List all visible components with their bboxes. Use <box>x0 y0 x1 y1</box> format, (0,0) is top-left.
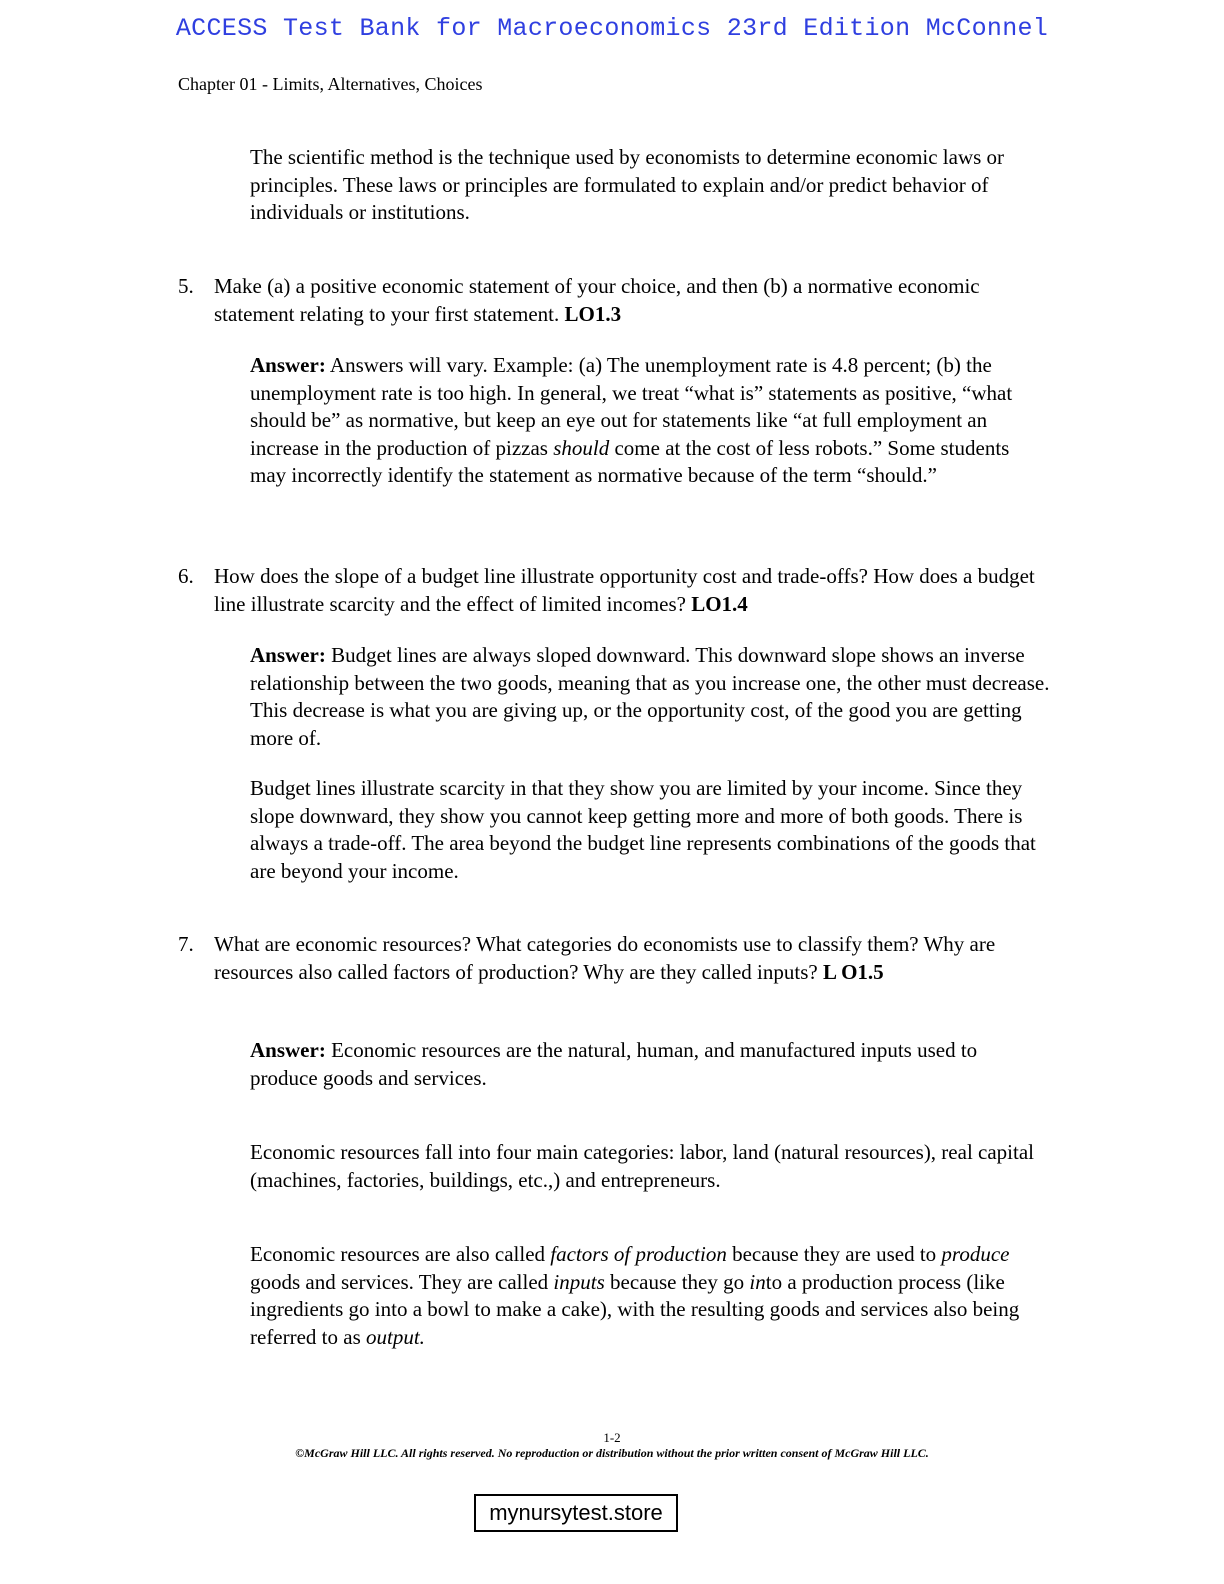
page-number: 1-2 <box>603 1430 621 1445</box>
question-text: How does the slope of a budget line illustrate opportunity cost and trade-offs? How does a budget line illustrate scarcity and the effect of limited incomes? LO1.4 <box>214 564 1035 616</box>
access-banner: ACCESS Test Bank for Macroeconomics 23rd Edition McConnel <box>175 14 1049 43</box>
question-number: 5. <box>178 274 194 298</box>
question-text: Make (a) a positive economic statement of your choice, and then (b) a normative economic statement relating to your first statement. LO1.3 <box>214 274 980 326</box>
learning-objective: LO1.3 <box>564 301 622 326</box>
emphasis-should: should <box>553 435 610 460</box>
intro-paragraph: The scientific method is the technique used by economists to determine economic laws or principles. These laws or principles are formulated to explain and/or predict behavior of individuals or institutions. <box>250 145 1005 224</box>
learning-objective: L O1.5 <box>822 959 884 984</box>
watermark-stamp: mynursytest.store <box>474 1494 678 1532</box>
answer-label: Answer: <box>250 643 326 667</box>
answer-6: Answer: Budget lines are always sloped downward. This downward slope shows an inverse relationship between the two goods, meaning that as you increase one, the other must decrease. This decrease is what you are giving up, or the opportunity cost, of the good you are getting more of. <box>250 643 1050 750</box>
question-number: 7. <box>178 932 194 956</box>
answer-7-paragraph-2: Economic resources fall into four main categories: labor, land (natural resources), real capital (machines, factories, buildings, etc.,) and entrepreneurs. <box>250 1140 1034 1192</box>
question-7 <box>178 931 1014 986</box>
question-5 <box>178 273 1038 328</box>
answer-label: Answer: <box>250 1038 326 1062</box>
answer-label: Answer: <box>250 353 326 377</box>
chapter-header: Chapter 01 - Limits, Alternatives, Choices <box>178 74 483 94</box>
question-text: What are economic resources? What categories do economists use to classify them? Why are resources also called factors of production? Why are they called inputs? L O1.5 <box>214 932 996 984</box>
question-6 <box>178 563 1038 618</box>
answer-7-paragraph-3: Economic resources are also called factors of production because they are used to produce goods and services. They are called inputs because they go into a production process (like ingredients go into a bowl to make a cake), with the resulting goods and services also being referred to as output. <box>250 1242 1020 1349</box>
question-number: 6. <box>178 564 194 588</box>
answer-5: Answer: Answers will vary. Example: (a) The unemployment rate is 4.8 percent; (b) the unemployment rate is too high. In general, we treat “what is” statements as positive, “what should be” as normative, but keep an eye out for statements like “at full employment an increase in the production of pizzas should come at the cost of less robots.” Some students may incorrectly identify the statement as normative because of the term “should.” <box>250 353 1013 487</box>
learning-objective: LO1.4 <box>691 591 748 616</box>
copyright-notice: ©McGraw Hill LLC. All rights reserved. No reproduction or distribution without the prior written consent of McGraw Hill LLC. <box>295 1446 929 1460</box>
answer-7: Answer: Economic resources are the natural, human, and manufactured inputs used to produce goods and services. <box>250 1038 978 1090</box>
answer-6-paragraph-2: Budget lines illustrate scarcity in that they show you are limited by your income. Since they slope downward, they show you cannot keep getting more and more of both goods. There is always a trade-off. The area beyond the budget line represents combinations of the goods that are beyond your income. <box>250 776 1036 883</box>
